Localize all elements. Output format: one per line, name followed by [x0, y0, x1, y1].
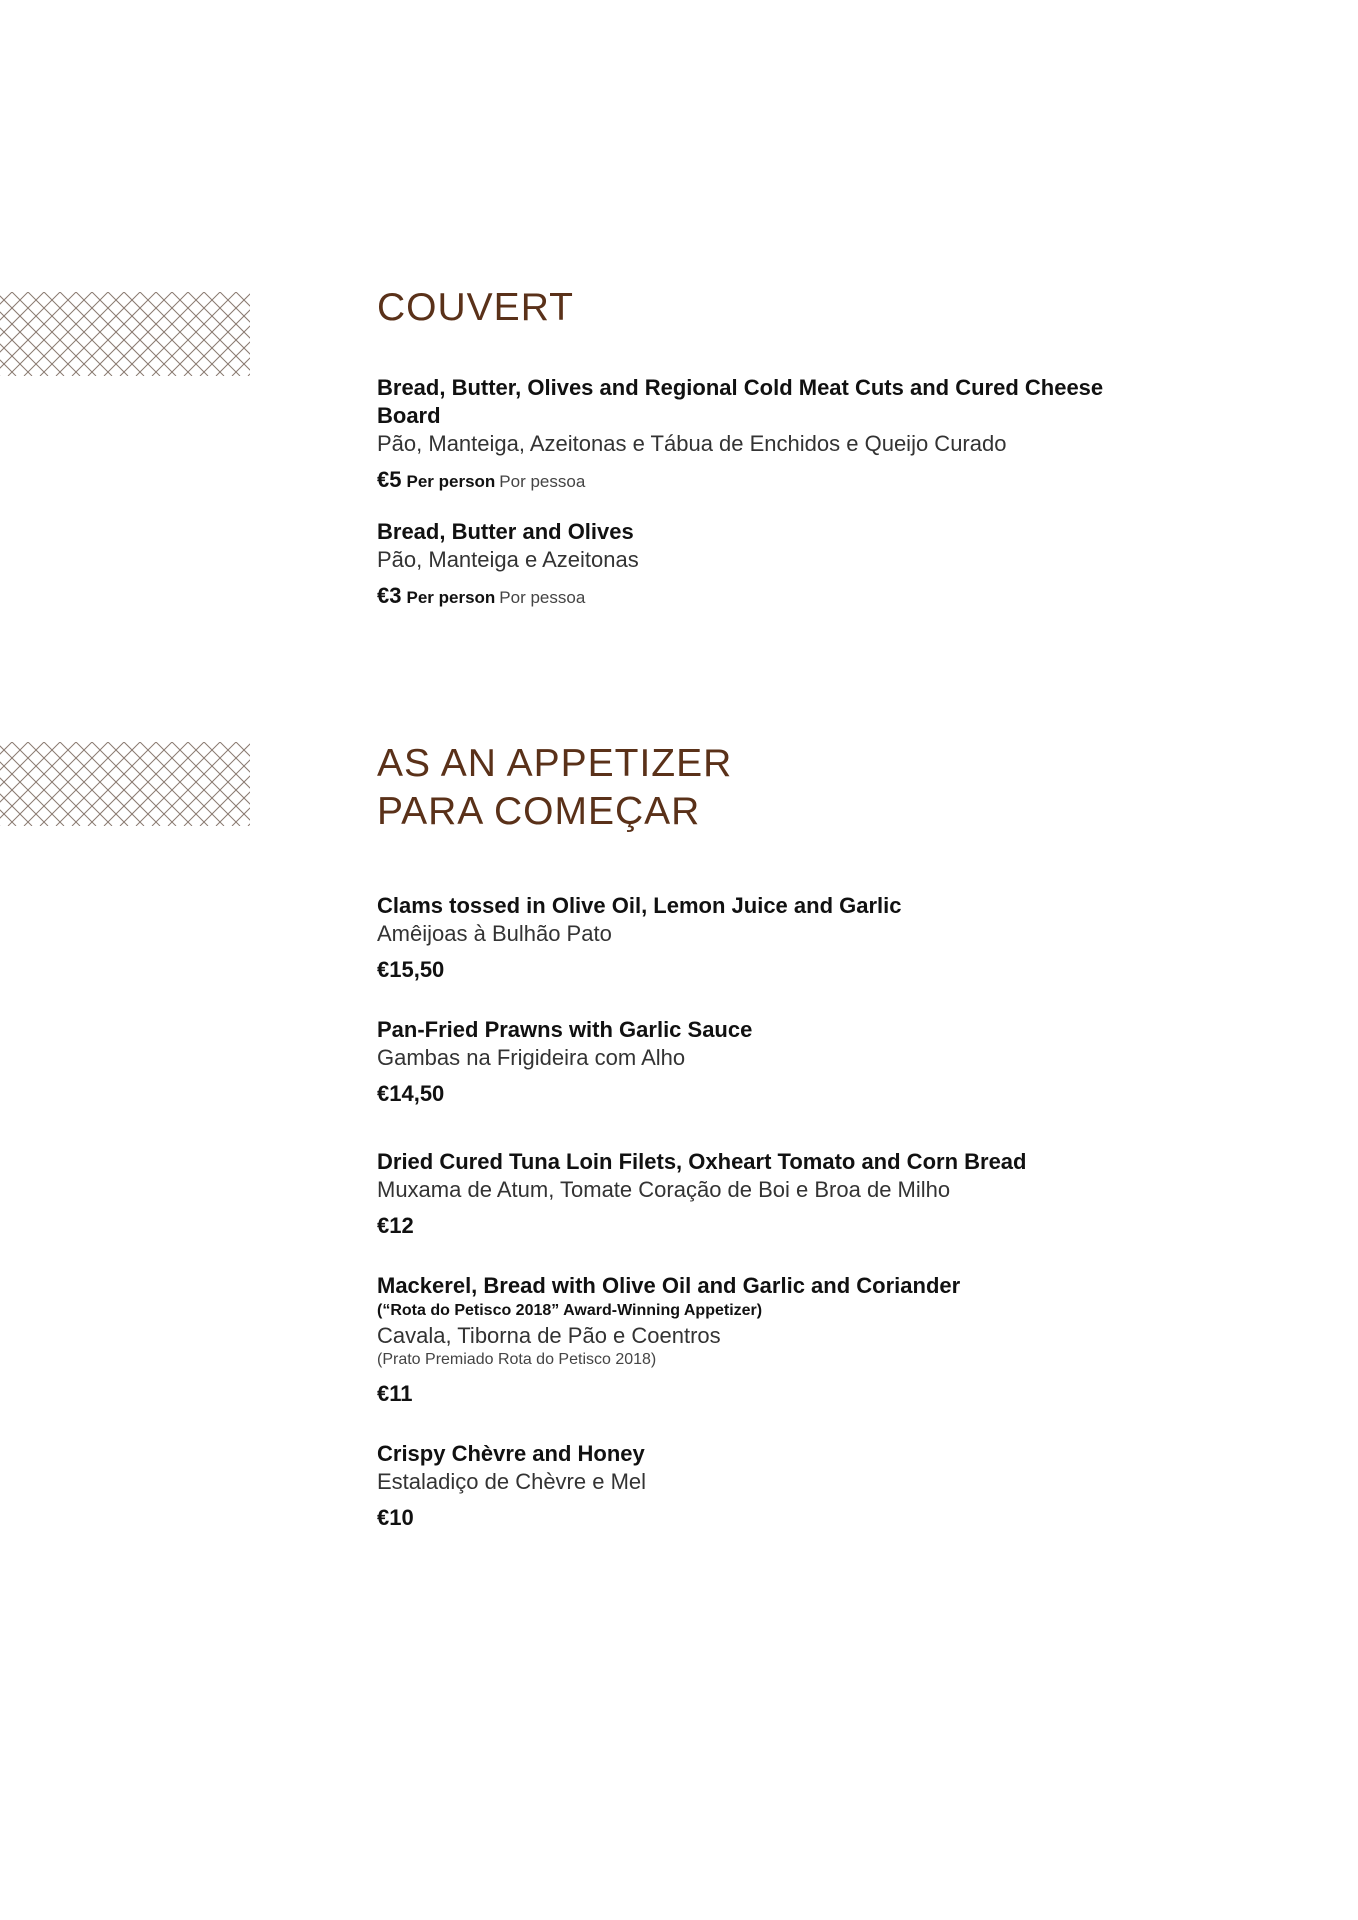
item-name-pt: Pão, Manteiga, Azeitonas e Tábua de Enchidos e Queijo Curado	[377, 431, 1007, 456]
lattice-pattern-appetizer	[0, 742, 250, 826]
lattice-pattern-graphic	[0, 292, 250, 376]
menu-item	[377, 1272, 1157, 1411]
item-name-pt: Muxama de Atum, Tomate Coração de Boi e Broa de Milho	[377, 1177, 951, 1202]
item-price: €5	[377, 467, 402, 492]
price-row	[377, 1380, 1157, 1411]
item-price: €10	[377, 1505, 414, 1530]
item-name-en: Mackerel, Bread with Olive Oil and Garlic and Coriander	[377, 1273, 961, 1298]
lattice-pattern-couvert	[0, 292, 250, 376]
lattice-pattern-graphic	[0, 742, 250, 826]
per-person-en: Per person	[406, 472, 496, 491]
per-person-pt: Por pessoa	[499, 472, 586, 491]
appetizer-section	[377, 740, 1157, 1530]
menu-item	[377, 374, 1157, 497]
price-row	[377, 582, 1157, 613]
item-note-pt: (Prato Premiado Rota do Petisco 2018)	[377, 1351, 657, 1368]
price-row	[377, 1504, 1157, 1535]
item-price: €12	[377, 1213, 414, 1238]
menu-item	[377, 1016, 1157, 1111]
per-person-en: Per person	[406, 588, 496, 607]
item-price: €14,50	[377, 1081, 445, 1106]
item-name-en: Dried Cured Tuna Loin Filets, Oxheart Tomato and Corn Bread	[377, 1149, 1027, 1174]
item-price: €15,50	[377, 957, 445, 982]
item-name-en: Pan-Fried Prawns with Garlic Sauce	[377, 1017, 753, 1042]
item-name-pt: Estaladiço de Chèvre e Mel	[377, 1469, 647, 1494]
item-name-en: Bread, Butter and Olives	[377, 519, 634, 544]
price-row	[377, 1080, 1157, 1111]
section-title-couvert: COUVERT	[377, 286, 574, 329]
item-name-en: Crispy Chèvre and Honey	[377, 1441, 645, 1466]
menu-item	[377, 892, 1157, 987]
item-note-en: (“Rota do Petisco 2018” Award-Winning Appetizer)	[377, 1302, 763, 1319]
section-title-appetizer-en: AS AN APPETIZER	[377, 742, 733, 785]
item-name-pt: Pão, Manteiga e Azeitonas	[377, 547, 639, 572]
per-person-pt: Por pessoa	[499, 588, 586, 607]
item-price: €11	[377, 1381, 413, 1406]
price-row	[377, 956, 1157, 987]
item-price: €3	[377, 583, 402, 608]
price-row	[377, 466, 1157, 497]
item-name-en: Bread, Butter, Olives and Regional Cold Meat Cuts and Cured Cheese Board	[377, 375, 1104, 428]
item-name-pt: Amêijoas à Bulhão Pato	[377, 921, 612, 946]
item-name-pt: Gambas na Frigideira com Alho	[377, 1045, 686, 1070]
menu-item	[377, 518, 1157, 613]
price-row	[377, 1212, 1157, 1243]
couvert-section	[377, 284, 1157, 608]
menu-item	[377, 1148, 1157, 1243]
section-title-appetizer-pt: PARA COMEÇAR	[377, 790, 701, 833]
menu-item	[377, 1440, 1157, 1535]
item-name-pt: Cavala, Tiborna de Pão e Coentros	[377, 1323, 721, 1348]
item-name-en: Clams tossed in Olive Oil, Lemon Juice and Garlic	[377, 893, 902, 918]
